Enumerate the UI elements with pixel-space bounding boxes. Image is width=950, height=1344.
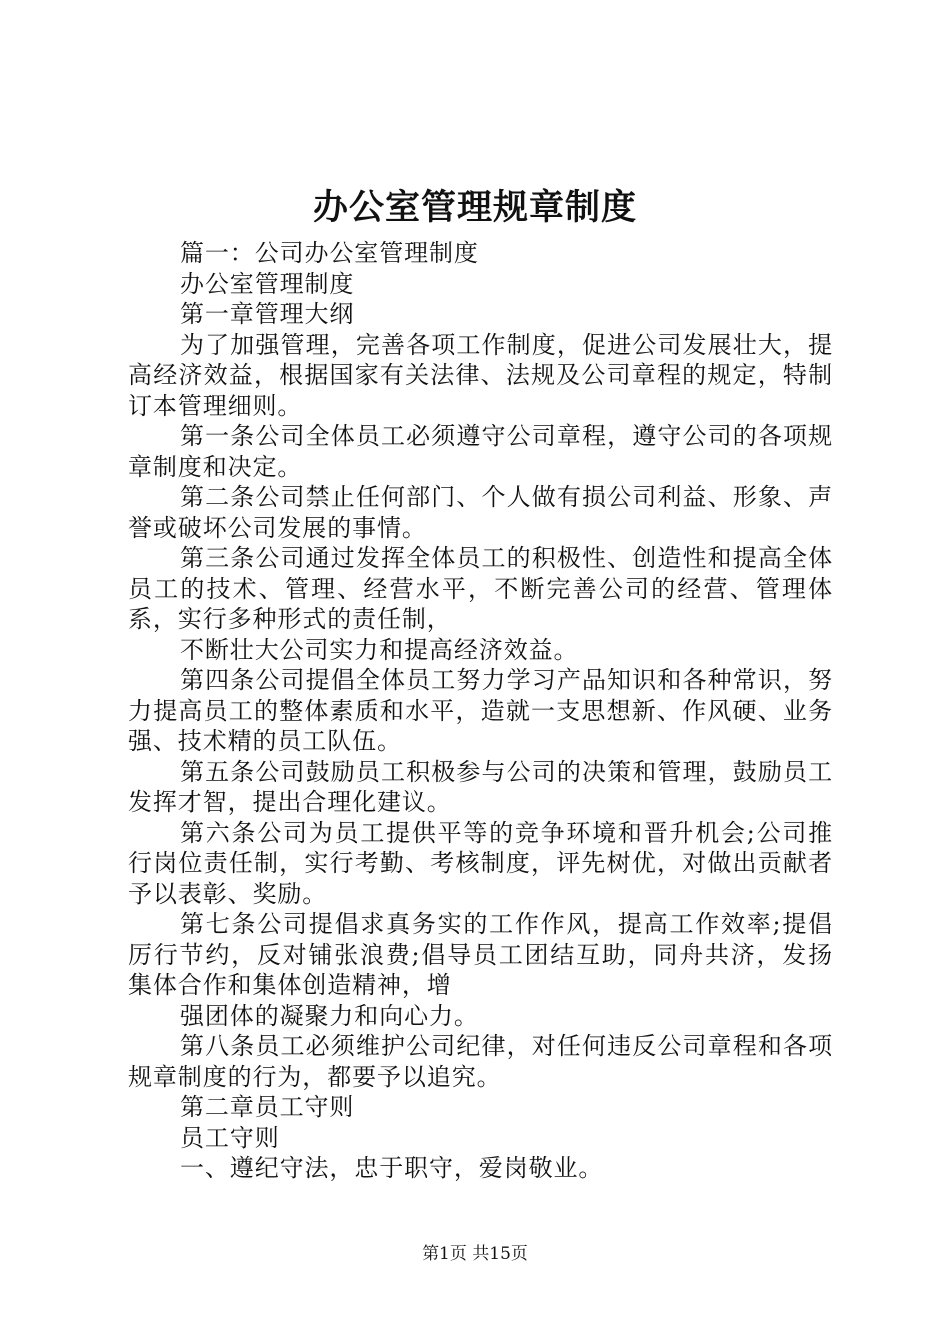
paragraph-12: 第七条公司提倡求真务实的工作作风，提高工作效率;提倡厉行节约，反对铺张浪费;倡导员工团结互助，同舟共济，发扬集体合作和集体创造精神，增 (128, 910, 833, 999)
page-number-footer: 第1页 共15页 (422, 1244, 528, 1264)
paragraph-6: 第二条公司禁止任何部门、个人做有损公司利益、形象、声誉或破坏公司发展的事情。 (128, 483, 833, 542)
paragraph-2: 办公室管理制度 (180, 269, 355, 298)
paragraph-8: 不断壮大公司实力和提高经济效益。 (180, 635, 579, 664)
paragraph-3: 第一章管理大纲 (180, 300, 355, 328)
paragraph-13: 强团体的凝聚力和向心力。 (180, 1001, 479, 1030)
paragraph-5: 第一条公司全体员工必须遵守公司章程，遵守公司的各项规章制度和决定。 (128, 422, 833, 481)
paragraph-11: 第六条公司为员工提供平等的竞争环境和晋升机会;公司推行岗位责任制，实行考勤、考核制度，评先树优，对做出贡献者予以表彰、奖励。 (128, 818, 833, 908)
paragraph-4: 为了加强管理，完善各项工作制度，促进公司发展壮大，提高经济效益，根据国家有关法律、法规及公司章程的规定，特制订本管理细则。 (128, 330, 833, 420)
document-title: 办公室管理规章制度 (312, 187, 637, 228)
paragraph-14: 第八条员工必须维护公司纪律，对任何违反公司章程和各项规章制度的行为，都要予以追究。 (128, 1032, 833, 1091)
paragraph-17: 一、遵纪守法，忠于职守，爱岗敬业。 (180, 1154, 604, 1182)
document-body (128, 238, 833, 1184)
paragraph-16: 员工守则 (180, 1123, 280, 1152)
paragraph-7: 第三条公司通过发挥全体员工的积极性、创造性和提高全体员工的技术、管理、经营水平，不断完善公司的经营、管理体系，实行多种形式的责任制， (128, 544, 833, 633)
paragraph-9: 第四条公司提倡全体员工努力学习产品知识和各种常识，努力提高员工的整体素质和水平，造就一支思想新、作风硬、业务强、技术精的员工队伍。 (128, 666, 833, 755)
paragraph-1: 篇一：公司办公室管理制度 (180, 239, 479, 267)
paragraph-10: 第五条公司鼓励员工积极参与公司的决策和管理，鼓励员工发挥才智，提出合理化建议。 (128, 757, 833, 816)
paragraph-15: 第二章员工守则 (180, 1093, 355, 1121)
